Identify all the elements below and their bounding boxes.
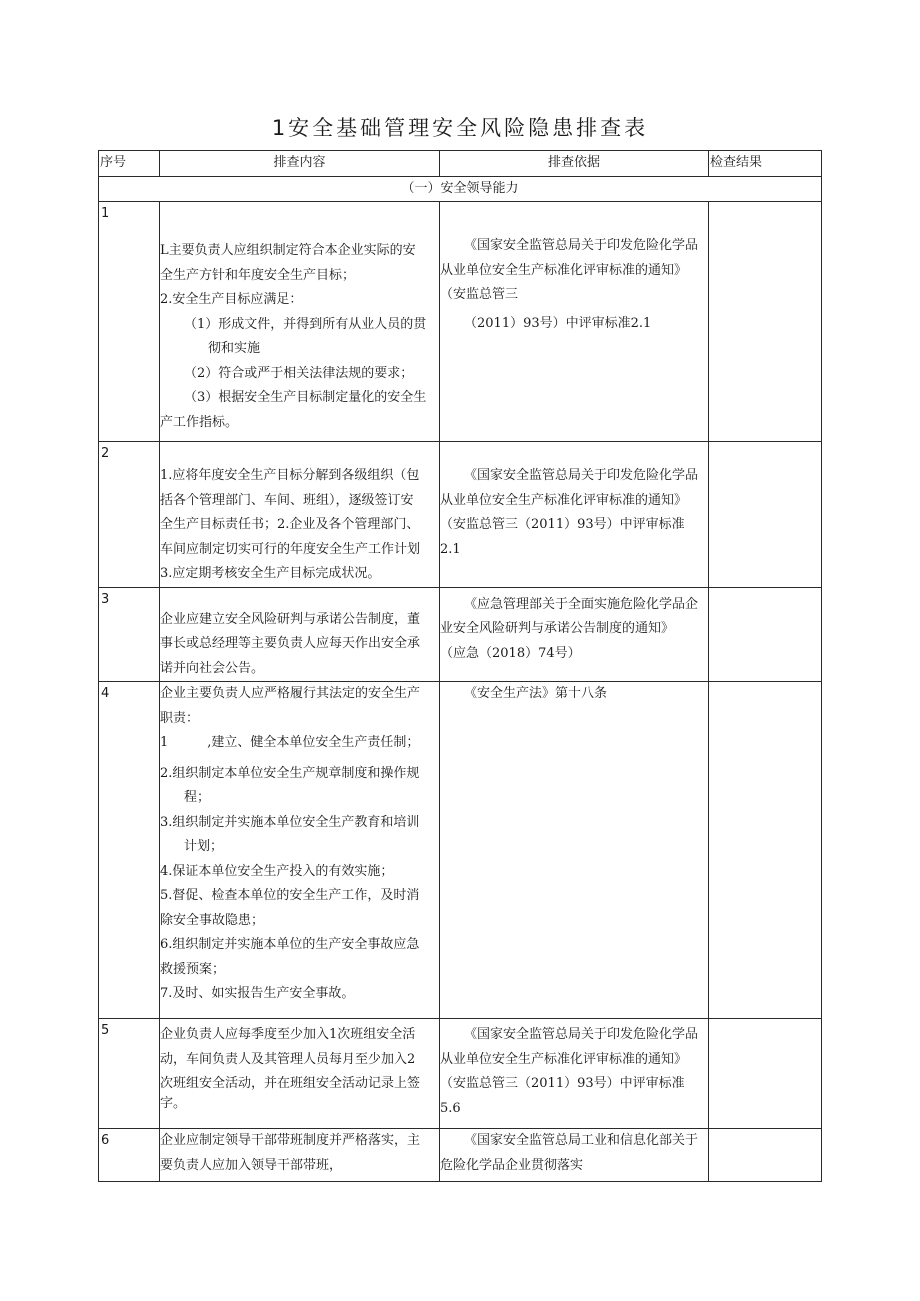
basis-line: 5.6 — [440, 1100, 461, 1116]
content-line: 全生产目标责任书；2.企业及各个管理部门、 — [160, 517, 420, 532]
basis-line: （安监总管三 — [440, 287, 519, 302]
content-line: L主要负责人应组织制定符合本企业实际的安 — [160, 243, 416, 258]
content-line: 2.安全生产目标应满足： — [160, 292, 303, 307]
header-basis: 排查依据 — [440, 151, 709, 177]
content-line: 7.及时、如实报告生产安全事故。 — [160, 986, 355, 1001]
basis-line: （安监总管三（2011）93号）中评审标准 — [440, 517, 685, 532]
page-title: 1安全基础管理安全风险隐患排查表 — [271, 116, 649, 140]
table-row — [99, 202, 822, 442]
row-number: 5 — [99, 1019, 160, 1129]
content-line: 企业主要负责人应严格履行其法定的安全生产 — [160, 686, 421, 701]
content-line: 除安全事故隐患； — [160, 912, 265, 928]
content-line: （2）符合或严于相关法律法规的要求； — [184, 365, 414, 381]
content-line: 企业应制定领导干部带班制度并严格落实，主 — [160, 1133, 421, 1148]
row-number: 2 — [99, 442, 160, 588]
content-line: （3）根据安全生产目标制定量化的安全生 — [184, 390, 427, 405]
row-content — [160, 202, 440, 442]
basis-line: 《国家安全监管总局工业和信息化部关于 — [464, 1133, 699, 1148]
basis-line: 《安全生产法》第十八条 — [464, 686, 608, 701]
row-number: 3 — [99, 587, 160, 682]
row-content — [160, 1019, 440, 1129]
row-number: 1 — [99, 202, 160, 442]
row-result — [709, 202, 822, 442]
row-basis — [440, 1019, 709, 1129]
content-line: 要负责人应加入领导干部带班， — [160, 1157, 343, 1173]
basis-line: 《国家安全监管总局关于印发危险化学品 — [464, 1027, 699, 1042]
table-row — [99, 587, 822, 682]
content-line: 括各个管理部门、车间、班组），逐级签订安 — [160, 492, 414, 508]
table-row — [99, 1129, 822, 1182]
row-result — [709, 1019, 822, 1129]
inspection-table — [98, 150, 822, 1182]
content-line: 产工作指标。 — [160, 414, 239, 430]
content-line: 4.保证本单位安全生产投入的有效实施； — [160, 863, 394, 879]
row-content — [160, 1129, 440, 1182]
basis-line: 危险化学品企业贯彻落实 — [440, 1157, 584, 1173]
row-basis — [440, 587, 709, 682]
content-line: 程； — [184, 790, 211, 805]
content-line: 2.组织制定本单位安全生产规章制度和操作规 — [160, 765, 420, 781]
basis-line: 从业单位安全生产标准化评审标准的通知》 — [440, 492, 688, 508]
content-line: 6.组织制定并实施本单位的生产安全事故应急 — [160, 937, 420, 952]
content-line: 计划； — [184, 839, 224, 854]
basis-line: 《国家安全监管总局关于印发危险化学品 — [464, 238, 699, 253]
header-result: 检查结果 — [709, 151, 822, 177]
content-line: 5.督促、检查本单位的安全生产工作，及时消 — [160, 888, 420, 903]
content-line: 车间应制定切实可行的年度安全生产工作计划 — [160, 541, 421, 557]
table-row — [99, 682, 822, 1019]
content-line: 事长或总经理等主要负责人应每天作出安全承 — [160, 636, 421, 651]
content-line: 动，车间负责人及其管理人员每月至少加入2 — [160, 1051, 416, 1067]
content-line: 企业负责人应每季度至少加入1次班组安全活 — [160, 1027, 416, 1042]
content-line: 职责： — [160, 710, 200, 726]
table-row — [99, 442, 822, 588]
basis-line: （应急（2018）74号） — [440, 645, 581, 661]
basis-line: （2011）93号）中评审标准2.1 — [464, 315, 652, 331]
header-no: 序号 — [99, 151, 160, 177]
row-basis — [440, 682, 709, 1019]
row-basis — [440, 202, 709, 442]
row-content — [160, 682, 440, 1019]
header-content: 排查内容 — [160, 151, 440, 177]
content-line: （1）形成文件，并得到所有从业人员的贯 — [184, 316, 427, 332]
content-line: 1.应将年度安全生产目标分解到各级组织（包 — [160, 468, 420, 483]
content-line: 诺并向社会公告。 — [160, 660, 265, 676]
basis-line: 业安全风险研判与承诺公告制度的通知》 — [440, 621, 675, 636]
table-row — [99, 1019, 822, 1129]
table-header-row — [99, 151, 822, 177]
row-result — [709, 1129, 822, 1182]
content-line: 1 ,建立、健全本单位安全生产责任制； — [160, 735, 420, 750]
basis-line: 从业单位安全生产标准化评审标准的通知》 — [440, 262, 688, 278]
content-line: 字。 — [160, 1095, 187, 1111]
basis-line: 2.1 — [440, 541, 461, 557]
row-result — [709, 682, 822, 1019]
row-basis — [440, 442, 709, 588]
content-line: 企业应建立安全风险研判与承诺公告制度，董 — [160, 611, 421, 627]
basis-line: 《应急管理部关于全面实施危险化学品企 — [464, 596, 699, 612]
content-line: 次班组安全活动，并在班组安全活动记录上签 — [160, 1076, 421, 1091]
content-line: 3.组织制定并实施本单位安全生产教育和培训 — [160, 814, 420, 830]
basis-line: 《国家安全监管总局关于印发危险化学品 — [464, 468, 699, 483]
basis-line: 从业单位安全生产标准化评审标准的通知》 — [440, 1051, 688, 1067]
basis-line: （安监总管三（2011）93号）中评审标准 — [440, 1076, 685, 1091]
content-line: 救援预案； — [160, 961, 226, 977]
content-line: 3.应定期考核安全生产目标完成状况。 — [160, 566, 381, 581]
row-content — [160, 587, 440, 682]
content-line: 全生产方针和年度安全生产目标； — [160, 267, 356, 283]
row-number: 4 — [99, 682, 160, 1019]
row-basis — [440, 1129, 709, 1182]
row-content — [160, 442, 440, 588]
section-row — [99, 176, 822, 202]
row-number: 6 — [99, 1129, 160, 1182]
row-result — [709, 587, 822, 682]
content-line: 彻和实施 — [208, 341, 261, 356]
row-result — [709, 442, 822, 588]
section-title: （一）安全领导能力 — [99, 176, 822, 202]
